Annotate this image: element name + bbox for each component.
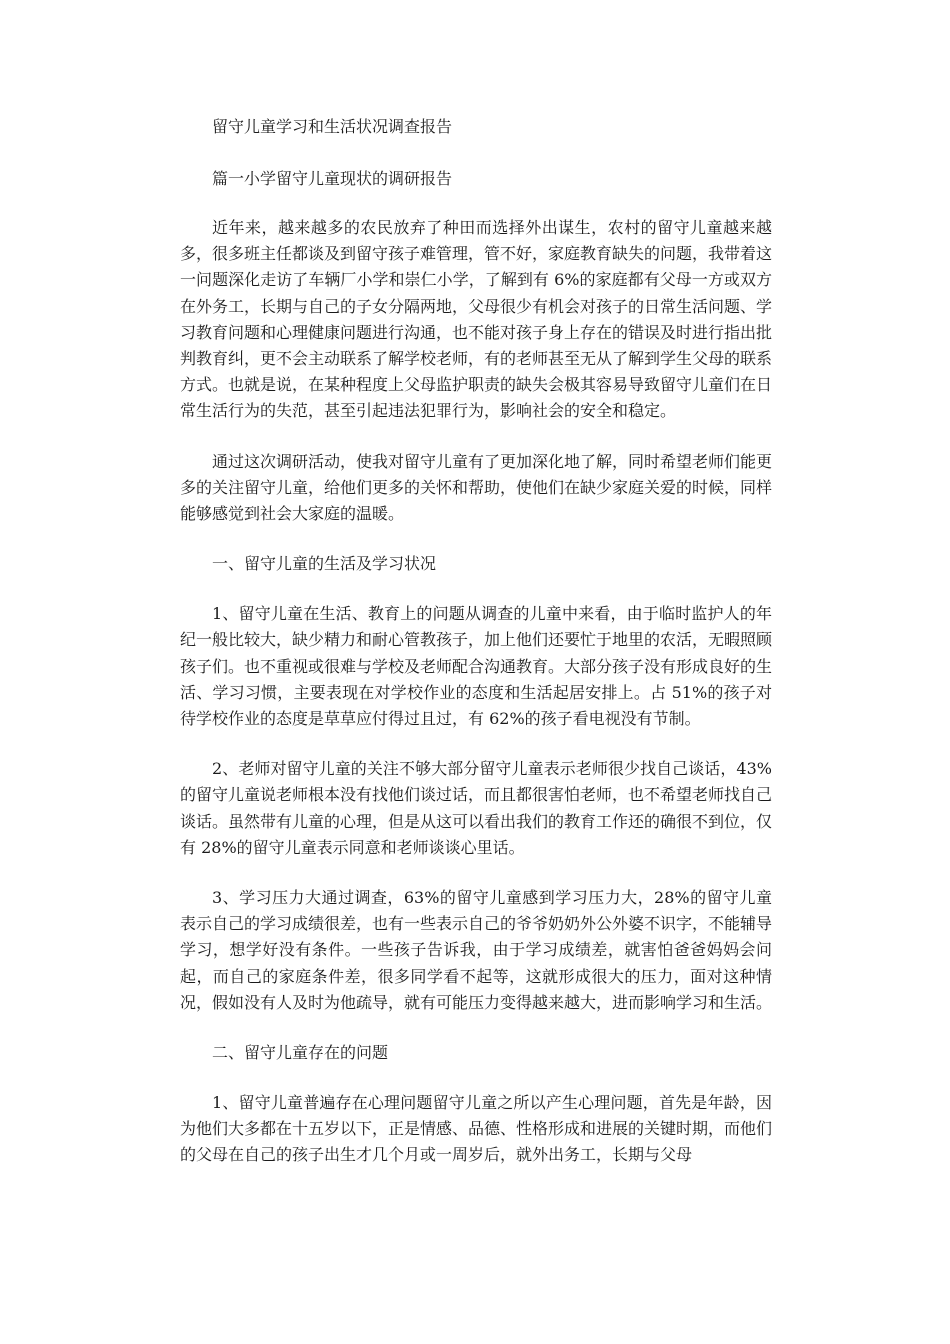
document-subtitle: 篇一小学留守儿童现状的调研报告 (212, 169, 453, 188)
section-heading: 一、留守儿童的生活及学习状况 (212, 554, 437, 574)
paragraph: 通过这次调研活动，使我对留守儿童有了更加深化地了解，同时希望老师们能更多的关注留守儿童，给他们更多的关怀和帮助，使他们在缺少家庭关爱的时候，同样能够感觉到社会大家庭的温暖。 (180, 451, 773, 524)
section-heading: 二、留守儿童存在的问题 (212, 1043, 389, 1063)
document-page (180, 114, 772, 1193)
paragraph: 3、学习压力大通过调查，63%的留守儿童感到学习压力大，28%的留守儿童表示自己的学习成绩很差，也有一些表示自己的爷爷奶奶外公外婆不识字，不能辅导学习，想学好没有条件。一些孩子告诉我，由于学习成绩差，就害怕爸爸妈妈会问起，而自己的家庭条件差，很多同学看不起等，这就形成很大的压力，面对这种情况，假如没有人及时为他疏导，就有可能压力变得越来越大，进而影响学习和生活。 (180, 888, 773, 1012)
document-body (180, 215, 772, 1169)
document-title: 留守儿童学习和生活状况调查报告 (212, 117, 453, 136)
paragraph: 2、老师对留守儿童的关注不够大部分留守儿童表示老师很少找自己谈话，43%的留守儿童说老师根本没有找他们谈过话，而且都很害怕老师，也不希望老师找自己谈话。虽然带有儿童的心理，但是从这可以看出我们的教育工作还的确很不到位，仅有 28%的留守儿童表示同意和老师谈谈心里话。 (180, 759, 773, 857)
paragraph: 近年来，越来越多的农民放弃了种田而选择外出谋生，农村的留守儿童越来越多，很多班主任都谈及到留守孩子难管理，管不好，家庭教育缺失的问题，我带着这一问题深化走访了车辆厂小学和崇仁小学，了解到有 6%的家庭都有父母一方或双方在外务工，长期与自己的子女分隔两地，父母很少有机会对孩子的日常生活问题、学习教育问题和心理健康问题进行沟通，也不能对孩子身上存在的错误及时进行指出批判教育纠，更不会主动联系了解学校老师，有的老师甚至无从了解到学生父母的联系方式。也就是说，在某种程度上父母监护职责的缺失会极其容易导致留守儿童们在日常生活行为的失范，甚至引起违法犯罪行为，影响社会的安全和稳定。 (180, 218, 773, 421)
paragraph: 1、留守儿童普遍存在心理问题留守儿童之所以产生心理问题，首先是年龄，因为他们大多都在十五岁以下，正是情感、品德、性格形成和进展的关键时期，而他们的父母在自己的孩子出生才几个月或一周岁后，就外出务工，长期与父母 (180, 1093, 773, 1165)
paragraph: 1、留守儿童在生活、教育上的问题从调查的儿童中来看，由于临时监护人的年纪一般比较大，缺少精力和耐心管教孩子，加上他们还要忙于地里的农活，无暇照顾孩子们。也不重视或很难与学校及老师配合沟通教育。大部分孩子没有形成良好的生活、学习习惯，主要表现在对学校作业的态度和生活起居安排上。占 51%的孩子对待学校作业的态度是草草应付得过且过，有 62%的孩子看电视没有节制。 (180, 604, 773, 729)
